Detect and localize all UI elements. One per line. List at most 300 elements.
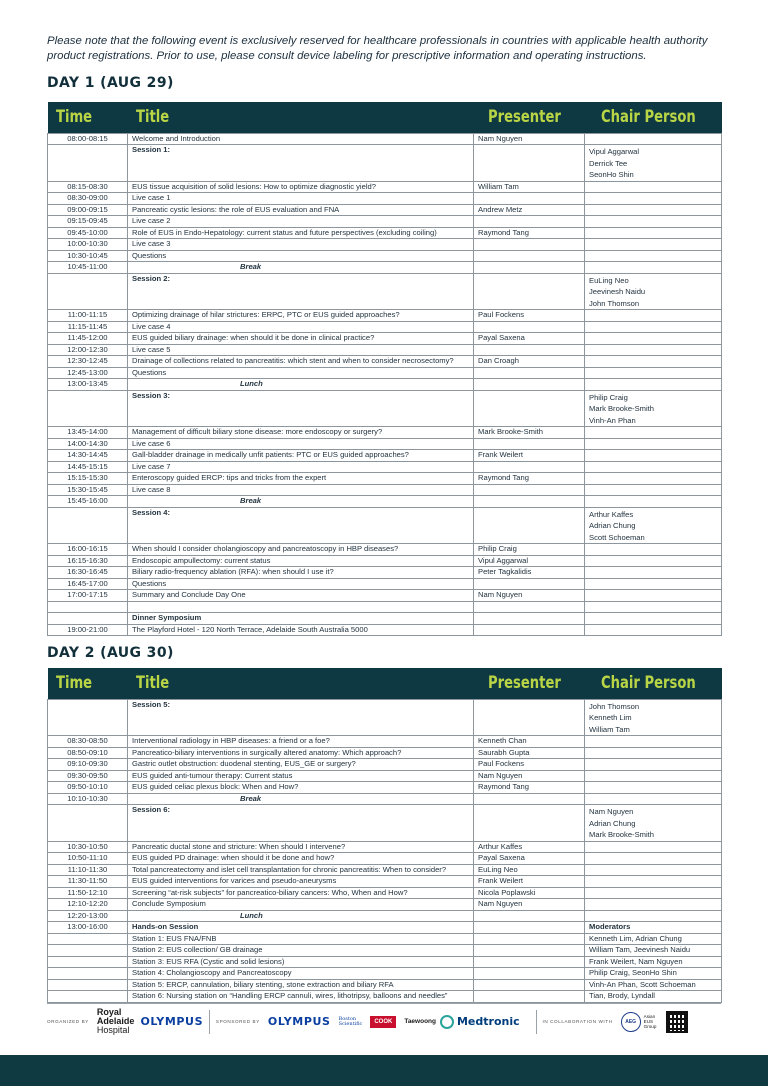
- time-cell: 10:45-11:00: [48, 262, 128, 274]
- table-header-row: [48, 102, 722, 133]
- time-cell: 13:00-16:00: [48, 922, 128, 934]
- chair-cell: [585, 805, 722, 842]
- title-cell: Gastric outlet obstruction: duodenal stenting, EUS_GE or surgery?: [128, 759, 474, 771]
- time-cell: 12:00-12:30: [48, 344, 128, 356]
- chair-person-name: John Thomson: [589, 701, 640, 711]
- presenter-cell: [474, 390, 585, 427]
- table-row: [48, 310, 722, 322]
- title-cell: Pancreatico-biliary interventions in surgically altered anatomy: Which approach?: [128, 747, 474, 759]
- chair-cell: [585, 379, 722, 391]
- chair-person-name: Adrian Chung: [589, 521, 636, 530]
- title-cell: Management of difficult biliary stone disease: more endoscopy or surgery?: [128, 427, 474, 439]
- chair-cell: [585, 613, 722, 625]
- presenter-cell: Mark Brooke-Smith: [474, 427, 585, 439]
- break-row: [48, 496, 722, 508]
- time-cell: 12:45-13:00: [48, 367, 128, 379]
- presenter-cell: [474, 933, 585, 945]
- chair-cell: [585, 956, 722, 968]
- time-cell: [48, 945, 128, 957]
- olympus-logo: OLYMPUS: [140, 1015, 204, 1028]
- presenter-cell: [474, 216, 585, 228]
- presenter-cell: Nam Nguyen: [474, 899, 585, 911]
- chair-cell: [585, 793, 722, 805]
- chair-person-name: Scott Schoeman: [589, 532, 645, 542]
- presenter-cell: Nam Nguyen: [474, 590, 585, 602]
- chair-cell: [585, 450, 722, 462]
- table-row: [48, 321, 722, 333]
- time-cell: [48, 613, 128, 625]
- time-cell: 13:45-14:00: [48, 427, 128, 439]
- rah-logo: Royal Adelaide Hospital: [96, 1007, 135, 1035]
- chair-cell: [585, 310, 722, 322]
- presenter-cell: [474, 484, 585, 496]
- time-cell: 09:45-10:00: [48, 227, 128, 239]
- chair-person-name: Arthur Kaffes: [589, 509, 634, 519]
- title-cell: Total pancreatectomy and islet cell transplantation for chronic pancreatitis: When to consider?: [128, 864, 474, 876]
- chair-person-name: Vinh-An Phan: [589, 415, 636, 425]
- title-cell: Live case 8: [128, 484, 474, 496]
- title-cell: Enteroscopy guided ERCP: tips and tricks from the expert: [128, 473, 474, 485]
- time-cell: 10:30-10:45: [48, 250, 128, 262]
- break-row: [48, 910, 722, 922]
- table-row: [48, 367, 722, 379]
- chair-cell: [585, 216, 722, 228]
- title-cell: Station 2: EUS collection/ GB drainage: [128, 945, 474, 957]
- title-cell: Break: [128, 793, 474, 805]
- time-cell: 08:15-08:30: [48, 181, 128, 193]
- title-cell: Station 3: EUS RFA (Cystic and solid lesions): [128, 956, 474, 968]
- time-cell: 17:00-17:15: [48, 590, 128, 602]
- presenter-cell: [474, 273, 585, 310]
- presenter-cell: [474, 578, 585, 590]
- presenter-cell: [474, 699, 585, 736]
- time-cell: 10:00-10:30: [48, 239, 128, 251]
- session-row: [48, 145, 722, 182]
- title-cell: Questions: [128, 367, 474, 379]
- presenter-cell: Raymond Tang: [474, 227, 585, 239]
- title-cell: Endoscopic ampullectomy: current status: [128, 555, 474, 567]
- chair-cell: [585, 133, 722, 145]
- presenter-cell: Paul Fockens: [474, 759, 585, 771]
- table-row: [48, 887, 722, 899]
- time-cell: 15:45-16:00: [48, 496, 128, 508]
- time-cell: 13:00-13:45: [48, 379, 128, 391]
- chair-cell: [585, 438, 722, 450]
- title-cell: Hands-on Session: [128, 922, 474, 934]
- chair-cell: [585, 782, 722, 794]
- presenter-cell: [474, 379, 585, 391]
- time-cell: 15:15-15:30: [48, 473, 128, 485]
- sponsored-by-label: SPONSORED BY: [215, 1019, 260, 1024]
- presenter-cell: [474, 461, 585, 473]
- medtronic-logo: Medtronic: [456, 1015, 520, 1028]
- time-cell: [48, 507, 128, 544]
- table-row: [48, 590, 722, 602]
- table-row: [48, 133, 722, 145]
- chair-person-name: Philip Craig: [589, 392, 628, 402]
- title-cell: Pancreatic ductal stone and stricture: When should I intervene?: [128, 841, 474, 853]
- presenter-cell: Andrew Metz: [474, 204, 585, 216]
- chair-person-name: Jeevinesh Naidu: [589, 287, 646, 296]
- title-cell: Questions: [128, 250, 474, 262]
- table-row: [48, 991, 722, 1003]
- time-cell: 14:45-15:15: [48, 461, 128, 473]
- title-cell: Session 5:: [128, 699, 474, 736]
- title-cell: EUS guided celiac plexus block: When and How?: [128, 782, 474, 794]
- day-1-schedule-table: [47, 102, 722, 636]
- header-chair: Chair Person: [600, 107, 696, 128]
- presenter-cell: [474, 239, 585, 251]
- time-cell: 16:30-16:45: [48, 567, 128, 579]
- presenter-cell: Dan Croagh: [474, 356, 585, 368]
- chair-cell: [585, 496, 722, 508]
- break-row: [48, 379, 722, 391]
- time-cell: 16:15-16:30: [48, 555, 128, 567]
- table-row: [48, 450, 722, 462]
- title-cell: Session 6:: [128, 805, 474, 842]
- table-row: [48, 544, 722, 556]
- title-cell: Drainage of collections related to pancreatitis: which stent and when to consider necrosectomy?: [128, 356, 474, 368]
- chair-cell: [585, 204, 722, 216]
- table-row: [48, 250, 722, 262]
- chair-cell: [585, 250, 722, 262]
- chair-person-name: Kenneth Lim, Adrian Chung: [589, 933, 682, 943]
- time-cell: [48, 991, 128, 1003]
- title-cell: Session 3:: [128, 390, 474, 427]
- chair-cell: [585, 910, 722, 922]
- chair-cell: [585, 145, 722, 182]
- table-row: [48, 876, 722, 888]
- chair-cell: [585, 484, 722, 496]
- presenter-cell: Peter Tagkalidis: [474, 567, 585, 579]
- chair-person-name: Nam Nguyen: [589, 807, 634, 816]
- time-cell: 09:10-09:30: [48, 759, 128, 771]
- table-row: [48, 968, 722, 980]
- chair-cell: [585, 853, 722, 865]
- title-cell: Live case 2: [128, 216, 474, 228]
- title-cell: Live case 3: [128, 239, 474, 251]
- footer-divider: [209, 1010, 210, 1034]
- presenter-cell: Raymond Tang: [474, 782, 585, 794]
- presenter-cell: [474, 910, 585, 922]
- chair-person-name: William Tam, Jeevinesh Naidu: [589, 945, 691, 954]
- medtronic-icon: [440, 1015, 454, 1029]
- chair-cell: [585, 736, 722, 748]
- title-cell: Biliary radio-frequency ablation (RFA): when should I use it?: [128, 567, 474, 579]
- organized-by-label: ORGANIZED BY: [47, 1019, 89, 1024]
- table-row: [48, 759, 722, 771]
- chair-person-name: Frank Weilert, Nam Nguyen: [589, 956, 683, 966]
- chair-cell: [585, 770, 722, 782]
- title-cell: Summary and Conclude Day One: [128, 590, 474, 602]
- cook-logo: COOK: [370, 1016, 396, 1028]
- taewoong-logo: Taewoong: [404, 1018, 436, 1025]
- title-cell: Questions: [128, 578, 474, 590]
- title-cell: Lunch: [128, 379, 474, 391]
- table-row: [48, 239, 722, 251]
- chair-cell: [585, 578, 722, 590]
- chair-cell: [585, 841, 722, 853]
- table-row: [48, 344, 722, 356]
- title-cell: Live case 4: [128, 321, 474, 333]
- title-cell: When should I consider cholangioscopy and pancreatoscopy in HBP diseases?: [128, 544, 474, 556]
- table-row: [48, 227, 722, 239]
- title-cell: Conclude Symposium: [128, 899, 474, 911]
- table-row: [48, 461, 722, 473]
- title-cell: EUS guided PD drainage: when should it be done and how?: [128, 853, 474, 865]
- chair-person-name: William Tam: [589, 724, 630, 734]
- title-cell: Gall-bladder drainage in medically unfit patients: PTC or EUS guided approaches?: [128, 450, 474, 462]
- chair-cell: [585, 507, 722, 544]
- table-row: [48, 333, 722, 345]
- qr-code-icon: [666, 1011, 688, 1033]
- title-cell: [128, 601, 474, 613]
- chair-cell: [585, 601, 722, 613]
- chair-person-name: Philip Craig, SeonHo Shin: [589, 968, 677, 977]
- chair-person-name: John Thomson: [589, 298, 640, 308]
- time-cell: 10:10-10:30: [48, 793, 128, 805]
- title-cell: Live case 6: [128, 438, 474, 450]
- table-row: [48, 216, 722, 228]
- chair-cell: [585, 461, 722, 473]
- header-time: Time: [55, 107, 92, 128]
- time-cell: 11:50-12:10: [48, 887, 128, 899]
- presenter-cell: [474, 945, 585, 957]
- presenter-cell: Nicola Poplawski: [474, 887, 585, 899]
- chair-cell: [585, 273, 722, 310]
- aeg-logo-text: Asian EUS Group: [643, 1014, 657, 1029]
- table-row: [48, 933, 722, 945]
- title-cell: Lunch: [128, 910, 474, 922]
- title-cell: Role of EUS in Endo-Hepatology: current status and future perspectives (excluding coiling): [128, 227, 474, 239]
- title-cell: EUS guided anti-tumour therapy: Current status: [128, 770, 474, 782]
- presenter-cell: [474, 991, 585, 1003]
- table-row: [48, 181, 722, 193]
- chair-cell: [585, 390, 722, 427]
- title-cell: Session 2:: [128, 273, 474, 310]
- header-title: Title: [135, 107, 169, 128]
- presenter-cell: Payal Saxena: [474, 853, 585, 865]
- chair-person-name: SeonHo Shin: [589, 170, 634, 179]
- time-cell: 15:30-15:45: [48, 484, 128, 496]
- time-cell: 11:00-11:15: [48, 310, 128, 322]
- table-row: [48, 853, 722, 865]
- title-cell: Station 6: Nursing station on “Handling ERCP cannuli, wires, lithotripsy, balloons and needles”: [128, 991, 474, 1003]
- title-cell: Session 4:: [128, 507, 474, 544]
- chair-person-name: Adrian Chung: [589, 818, 636, 828]
- presenter-cell: [474, 979, 585, 991]
- table-row: [48, 567, 722, 579]
- chair-cell: [585, 899, 722, 911]
- time-cell: 10:50-11:10: [48, 853, 128, 865]
- presenter-cell: [474, 344, 585, 356]
- title-cell: Station 5: ERCP, cannulation, biliary stenting, stone extraction and biliary RFA: [128, 979, 474, 991]
- presenter-cell: [474, 624, 585, 636]
- chair-cell: [585, 624, 722, 636]
- chair-person-name: Vinh-An Phan, Scott Schoeman: [589, 979, 696, 989]
- presenter-cell: [474, 321, 585, 333]
- time-cell: 16:45-17:00: [48, 578, 128, 590]
- title-cell: Live case 7: [128, 461, 474, 473]
- table-row: [48, 613, 722, 625]
- time-cell: 08:50-09:10: [48, 747, 128, 759]
- chair-cell: [585, 321, 722, 333]
- session-row: [48, 507, 722, 544]
- presenter-cell: Raymond Tang: [474, 473, 585, 485]
- time-cell: 09:30-09:50: [48, 770, 128, 782]
- chair-cell: [585, 979, 722, 991]
- chair-cell: [585, 991, 722, 1003]
- chair-person-name: Derrick Tee: [589, 158, 628, 168]
- chair-cell: [585, 193, 722, 205]
- title-cell: The Playford Hotel - 120 North Terrace, Adelaide South Australia 5000: [128, 624, 474, 636]
- session-row: [48, 805, 722, 842]
- time-cell: [48, 979, 128, 991]
- presenter-cell: Vipul Aggarwal: [474, 555, 585, 567]
- time-cell: 10:30-10:50: [48, 841, 128, 853]
- presenter-cell: [474, 793, 585, 805]
- chair-person-name: Mark Brooke-Smith: [589, 404, 654, 413]
- time-cell: 08:00-08:15: [48, 133, 128, 145]
- title-cell: Screening “at-risk subjects” for pancreatico-biliary cancers: Who, When and How?: [128, 887, 474, 899]
- time-cell: 11:15-11:45: [48, 321, 128, 333]
- time-cell: 11:10-11:30: [48, 864, 128, 876]
- break-row: [48, 262, 722, 274]
- title-cell: EUS guided interventions for varices and pseudo-aneurysms: [128, 876, 474, 888]
- table-row: [48, 770, 722, 782]
- presenter-cell: Nam Nguyen: [474, 770, 585, 782]
- presenter-cell: [474, 507, 585, 544]
- time-cell: 09:50-10:10: [48, 782, 128, 794]
- table-row: [48, 736, 722, 748]
- time-cell: [48, 933, 128, 945]
- presenter-cell: Saurabh Gupta: [474, 747, 585, 759]
- chair-cell: [585, 968, 722, 980]
- title-cell: Welcome and Introduction: [128, 133, 474, 145]
- time-cell: [48, 273, 128, 310]
- header-presenter: Presenter: [487, 107, 561, 128]
- presenter-cell: [474, 496, 585, 508]
- time-cell: 14:30-14:45: [48, 450, 128, 462]
- table-header-row: [48, 668, 722, 699]
- table-row: [48, 438, 722, 450]
- chair-person-name: Vipul Aggarwal: [589, 147, 640, 156]
- title-cell: Station 1: EUS FNA/FNB: [128, 933, 474, 945]
- time-cell: 12:20-13:00: [48, 910, 128, 922]
- chair-cell: [585, 933, 722, 945]
- time-cell: [48, 956, 128, 968]
- header-presenter: Presenter: [487, 673, 561, 694]
- day-2-title: DAY 2 (AUG 30): [47, 645, 174, 661]
- chair-cell: [585, 759, 722, 771]
- presenter-cell: William Tam: [474, 181, 585, 193]
- table-row: [48, 782, 722, 794]
- presenter-cell: [474, 956, 585, 968]
- time-cell: [48, 601, 128, 613]
- chair-cell: [585, 367, 722, 379]
- title-cell: EUS tissue acquisition of solid lesions: How to optimize diagnostic yield?: [128, 181, 474, 193]
- presenter-cell: [474, 262, 585, 274]
- time-cell: 12:10-12:20: [48, 899, 128, 911]
- header-title: Title: [135, 673, 169, 694]
- presenter-cell: EuLing Neo: [474, 864, 585, 876]
- chair-cell: [585, 427, 722, 439]
- title-cell: Pancreatic cystic lesions: the role of EUS evaluation and FNA: [128, 204, 474, 216]
- title-cell: Session 1:: [128, 145, 474, 182]
- chair-cell: [585, 747, 722, 759]
- header-chair: Chair Person: [600, 673, 696, 694]
- title-cell: Break: [128, 262, 474, 274]
- olympus-sponsor-logo: OLYMPUS: [267, 1015, 331, 1028]
- table-row: [48, 578, 722, 590]
- title-cell: Interventional radiology in HBP diseases: a friend or a foe?: [128, 736, 474, 748]
- chair-person-name: EuLing Neo: [589, 275, 629, 285]
- table-row: [48, 427, 722, 439]
- presenter-cell: Frank Weilert: [474, 450, 585, 462]
- chair-cell: [585, 262, 722, 274]
- time-cell: 11:45-12:00: [48, 333, 128, 345]
- footer-divider: [536, 1010, 537, 1034]
- chair-person-name: Mark Brooke-Smith: [589, 830, 654, 839]
- chair-cell: [585, 181, 722, 193]
- presenter-cell: Paul Fockens: [474, 310, 585, 322]
- time-cell: [48, 699, 128, 736]
- session-row: [48, 273, 722, 310]
- aeg-logo: AEG: [621, 1012, 641, 1032]
- time-cell: 11:30-11:50: [48, 876, 128, 888]
- time-cell: 09:15-09:45: [48, 216, 128, 228]
- time-cell: 14:00-14:30: [48, 438, 128, 450]
- chair-cell: [585, 699, 722, 736]
- chair-cell: [585, 864, 722, 876]
- bottom-band: [0, 1055, 768, 1086]
- presenter-cell: Nam Nguyen: [474, 133, 585, 145]
- sponsor-footer: [47, 1003, 721, 1039]
- table-row: [48, 922, 722, 934]
- session-row: [48, 390, 722, 427]
- chair-cell: [585, 239, 722, 251]
- presenter-cell: [474, 601, 585, 613]
- chair-cell: [585, 333, 722, 345]
- time-cell: [48, 145, 128, 182]
- time-cell: 19:00-21:00: [48, 624, 128, 636]
- time-cell: 08:30-09:00: [48, 193, 128, 205]
- presenter-cell: Kenneth Chan: [474, 736, 585, 748]
- time-cell: 12:30-12:45: [48, 356, 128, 368]
- collaboration-label: IN COLLABORATION WITH: [542, 1019, 613, 1024]
- table-row: [48, 899, 722, 911]
- chair-person-name: Kenneth Lim: [589, 713, 632, 722]
- presenter-cell: Philip Craig: [474, 544, 585, 556]
- presenter-cell: Arthur Kaffes: [474, 841, 585, 853]
- table-row: [48, 484, 722, 496]
- chair-cell: [585, 544, 722, 556]
- chair-cell: [585, 922, 722, 934]
- chair-cell: [585, 356, 722, 368]
- presenter-cell: [474, 145, 585, 182]
- day-2-schedule-table: [47, 668, 722, 1003]
- title-cell: Break: [128, 496, 474, 508]
- title-cell: Optimizing drainage of hilar strictures: ERPC, PTC or EUS guided approaches?: [128, 310, 474, 322]
- presenter-cell: [474, 805, 585, 842]
- table-row: [48, 864, 722, 876]
- day-1-title: DAY 1 (AUG 29): [47, 75, 174, 91]
- title-cell: Live case 1: [128, 193, 474, 205]
- boston-scientific-logo: Boston Scientific: [338, 1015, 363, 1027]
- title-cell: EUS guided biliary drainage: when should it be done in clinical practice?: [128, 333, 474, 345]
- time-cell: 08:30-08:50: [48, 736, 128, 748]
- table-row: [48, 979, 722, 991]
